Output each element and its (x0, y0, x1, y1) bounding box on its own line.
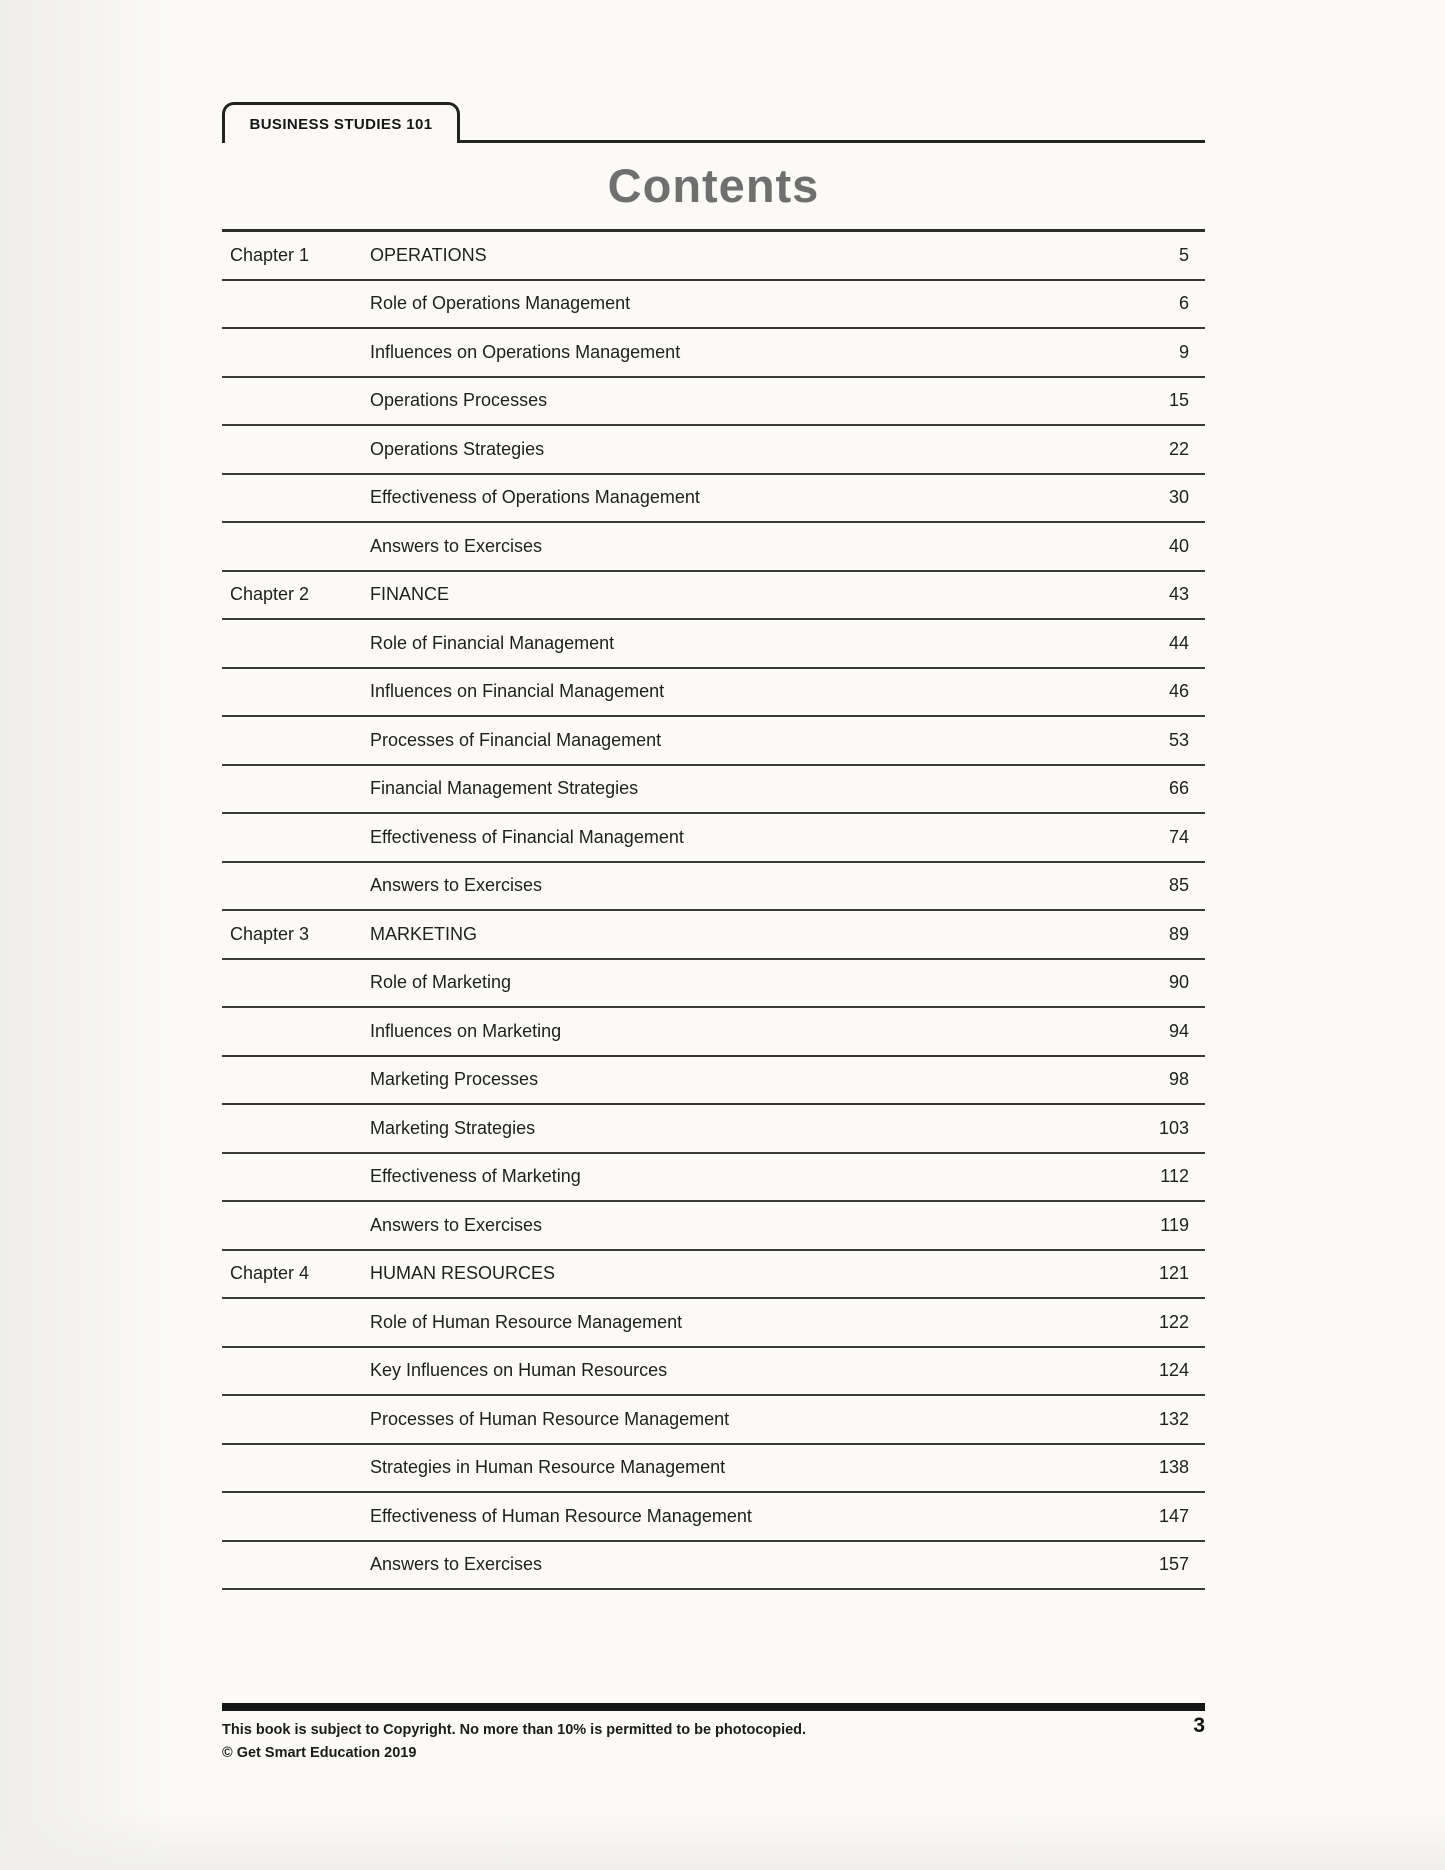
entry-title: OPERATIONS (370, 244, 487, 265)
toc-row (222, 911, 1205, 960)
page-title: Contents (607, 159, 820, 212)
entry-title: Influences on Marketing (370, 1020, 562, 1041)
toc-row (222, 572, 1205, 621)
entry-page-number: 112 (1160, 1166, 1189, 1187)
entry-page-number: 147 (1158, 1505, 1189, 1526)
chapter-label: Chapter 2 (230, 584, 310, 605)
entry-page-number: 157 (1158, 1554, 1189, 1575)
toc-row (222, 475, 1205, 524)
entry-page-number: 98 (1168, 1069, 1189, 1090)
entry-page-number: 43 (1168, 584, 1189, 605)
toc-row (222, 1445, 1205, 1494)
entry-title: Role of Operations Management (370, 293, 631, 314)
copyright-line-1: This book is subject to Copyright. No more than 10% is permitted to be photocopied. (222, 1722, 807, 1738)
toc-row (222, 960, 1205, 1009)
entry-title: Operations Strategies (370, 438, 545, 459)
entry-page-number: 89 (1168, 923, 1189, 944)
toc-row (222, 1348, 1205, 1397)
entry-page-number: 9 (1178, 341, 1189, 362)
entry-title: MARKETING (370, 923, 478, 944)
toc-row (222, 669, 1205, 718)
toc-row (222, 1105, 1205, 1154)
entry-title: Financial Management Strategies (370, 778, 639, 799)
entry-title: Role of Marketing (370, 972, 512, 993)
toc-row (222, 1396, 1205, 1445)
entry-page-number: 40 (1168, 535, 1189, 556)
entry-title: Role of Financial Management (370, 632, 615, 653)
entry-page-number: 121 (1158, 1263, 1189, 1284)
entry-title: Influences on Financial Management (370, 681, 665, 702)
entry-page-number: 103 (1158, 1117, 1189, 1138)
entry-page-number: 44 (1168, 632, 1189, 653)
entry-title: Key Influences on Human Resources (370, 1360, 668, 1381)
toc-row (222, 1493, 1205, 1542)
entry-title: Effectiveness of Financial Management (370, 826, 684, 847)
toc-row (222, 329, 1205, 378)
toc-row (222, 1299, 1205, 1348)
entry-title: Marketing Strategies (370, 1117, 536, 1138)
entry-title: Strategies in Human Resource Management (370, 1457, 726, 1478)
toc-row (222, 717, 1205, 766)
toc-row (222, 523, 1205, 572)
entry-page-number: 124 (1158, 1360, 1189, 1381)
entry-title: Answers to Exercises (370, 535, 543, 556)
entry-title: Answers to Exercises (370, 1214, 543, 1235)
entry-title: HUMAN RESOURCES (370, 1263, 556, 1284)
book-title-tab (222, 102, 460, 143)
entry-page-number: 90 (1168, 972, 1189, 993)
entry-page-number: 53 (1168, 729, 1189, 750)
toc-row (222, 281, 1205, 330)
entry-title: Marketing Processes (370, 1069, 539, 1090)
entry-page-number: 15 (1168, 390, 1189, 411)
entry-title: Processes of Human Resource Management (370, 1408, 730, 1429)
toc-row (222, 1202, 1205, 1251)
entry-title: Role of Human Resource Management (370, 1311, 683, 1332)
entry-title: Influences on Operations Management (370, 341, 681, 362)
entry-title: Effectiveness of Operations Management (370, 487, 700, 508)
book-title-label: BUSINESS STUDIES 101 (249, 115, 433, 133)
entry-page-number: 94 (1168, 1020, 1189, 1041)
entry-page-number: 6 (1178, 293, 1189, 314)
entry-page-number: 119 (1160, 1214, 1189, 1235)
entry-title: Answers to Exercises (370, 1554, 543, 1575)
chapter-label: Chapter 3 (230, 923, 310, 944)
entry-page-number: 74 (1168, 826, 1189, 847)
toc-row (222, 378, 1205, 427)
copyright-notice (222, 1719, 1022, 1766)
page-number: 3 (1193, 1714, 1205, 1737)
chapter-label: Chapter 4 (230, 1263, 310, 1284)
footer-rule (222, 1703, 1205, 1711)
entry-title: Answers to Exercises (370, 875, 543, 896)
entry-page-number: 30 (1168, 487, 1189, 508)
entry-title: FINANCE (370, 584, 450, 605)
entry-title: Operations Processes (370, 390, 548, 411)
chapter-label: Chapter 1 (230, 244, 310, 265)
entry-page-number: 5 (1178, 244, 1189, 265)
entry-title: Effectiveness of Human Resource Management (370, 1505, 752, 1526)
toc-row (222, 814, 1205, 863)
entry-page-number: 22 (1168, 438, 1189, 459)
toc-row (222, 1057, 1205, 1106)
table-of-contents (222, 232, 1205, 1590)
toc-row (222, 1542, 1205, 1591)
entry-page-number: 132 (1158, 1408, 1189, 1429)
entry-page-number: 66 (1168, 778, 1189, 799)
entry-page-number: 85 (1168, 875, 1189, 896)
entry-page-number: 46 (1168, 681, 1189, 702)
toc-row (222, 426, 1205, 475)
entry-title: Processes of Financial Management (370, 729, 662, 750)
toc-row (222, 863, 1205, 912)
toc-row (222, 1154, 1205, 1203)
entry-page-number: 122 (1158, 1311, 1189, 1332)
toc-row (222, 766, 1205, 815)
copyright-line-2: © Get Smart Education 2019 (222, 1745, 417, 1762)
toc-row (222, 1008, 1205, 1057)
entry-title: Effectiveness of Marketing (370, 1166, 581, 1187)
entry-page-number: 138 (1158, 1457, 1189, 1478)
toc-row (222, 1251, 1205, 1300)
toc-row (222, 620, 1205, 669)
toc-row (222, 232, 1205, 281)
